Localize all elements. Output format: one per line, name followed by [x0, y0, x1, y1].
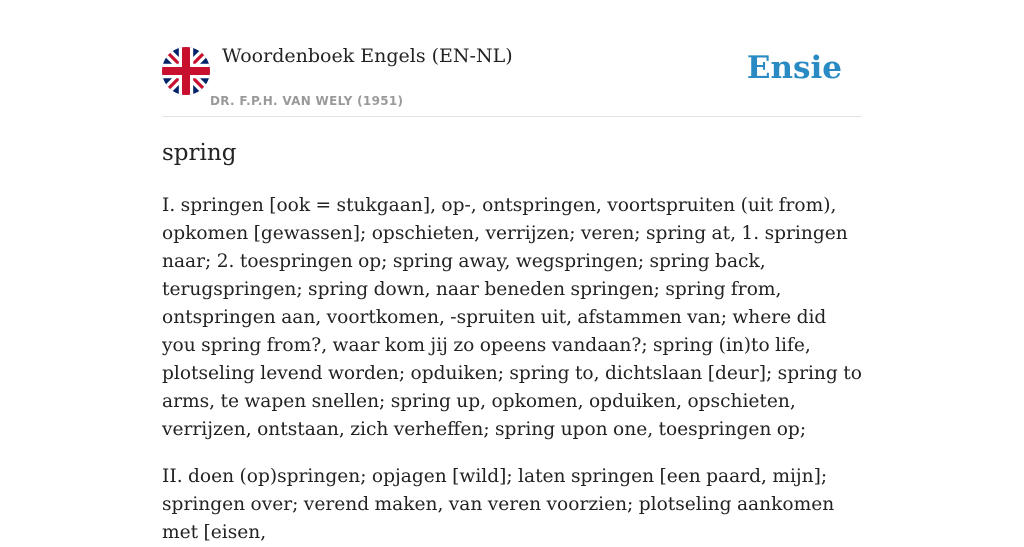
content-container	[162, 0, 862, 543]
definition-paragraph-1: I. springen [ook = stukgaan], op-, ontspringen, voortspruiten (uit from), opkomen [gewassen]; opschieten, verrijzen; veren; spring at, 1. springen naar; 2. toespringen op; spring away, wegspringen; spring back, terugspringen; spring down, naar beneden springen; spring from, ontspringen aan, voortkomen, -spruiten uit, afstammen van; where did you spring from?, waar kom jij zo opeens vandaan?; spring (in)to life, plotseling levend worden; opduiken; spring to, dichtslaan [deur]; spring to arms, te wapen snellen; spring up, opkomen, opduiken, opschieten, verrijzen, ontstaan, zich verheffen; spring upon one, toespringen op;	[162, 195, 862, 440]
ensie-logo[interactable]: Ensie	[746, 50, 842, 86]
dictionary-author: DR. F.P.H. VAN WELY (1951)	[210, 94, 404, 108]
headword: spring	[162, 140, 237, 166]
definition-paragraph-2: II. doen (op)springen; opjagen [wild]; laten springen [een paard, mijn]; springen over; verend maken, van veren voorzien; plotseling aankomen met [eisen,	[162, 466, 835, 543]
uk-flag-icon	[162, 47, 210, 95]
dictionary-header	[162, 0, 862, 117]
dictionary-title[interactable]: Woordenboek Engels (EN-NL)	[222, 45, 513, 67]
